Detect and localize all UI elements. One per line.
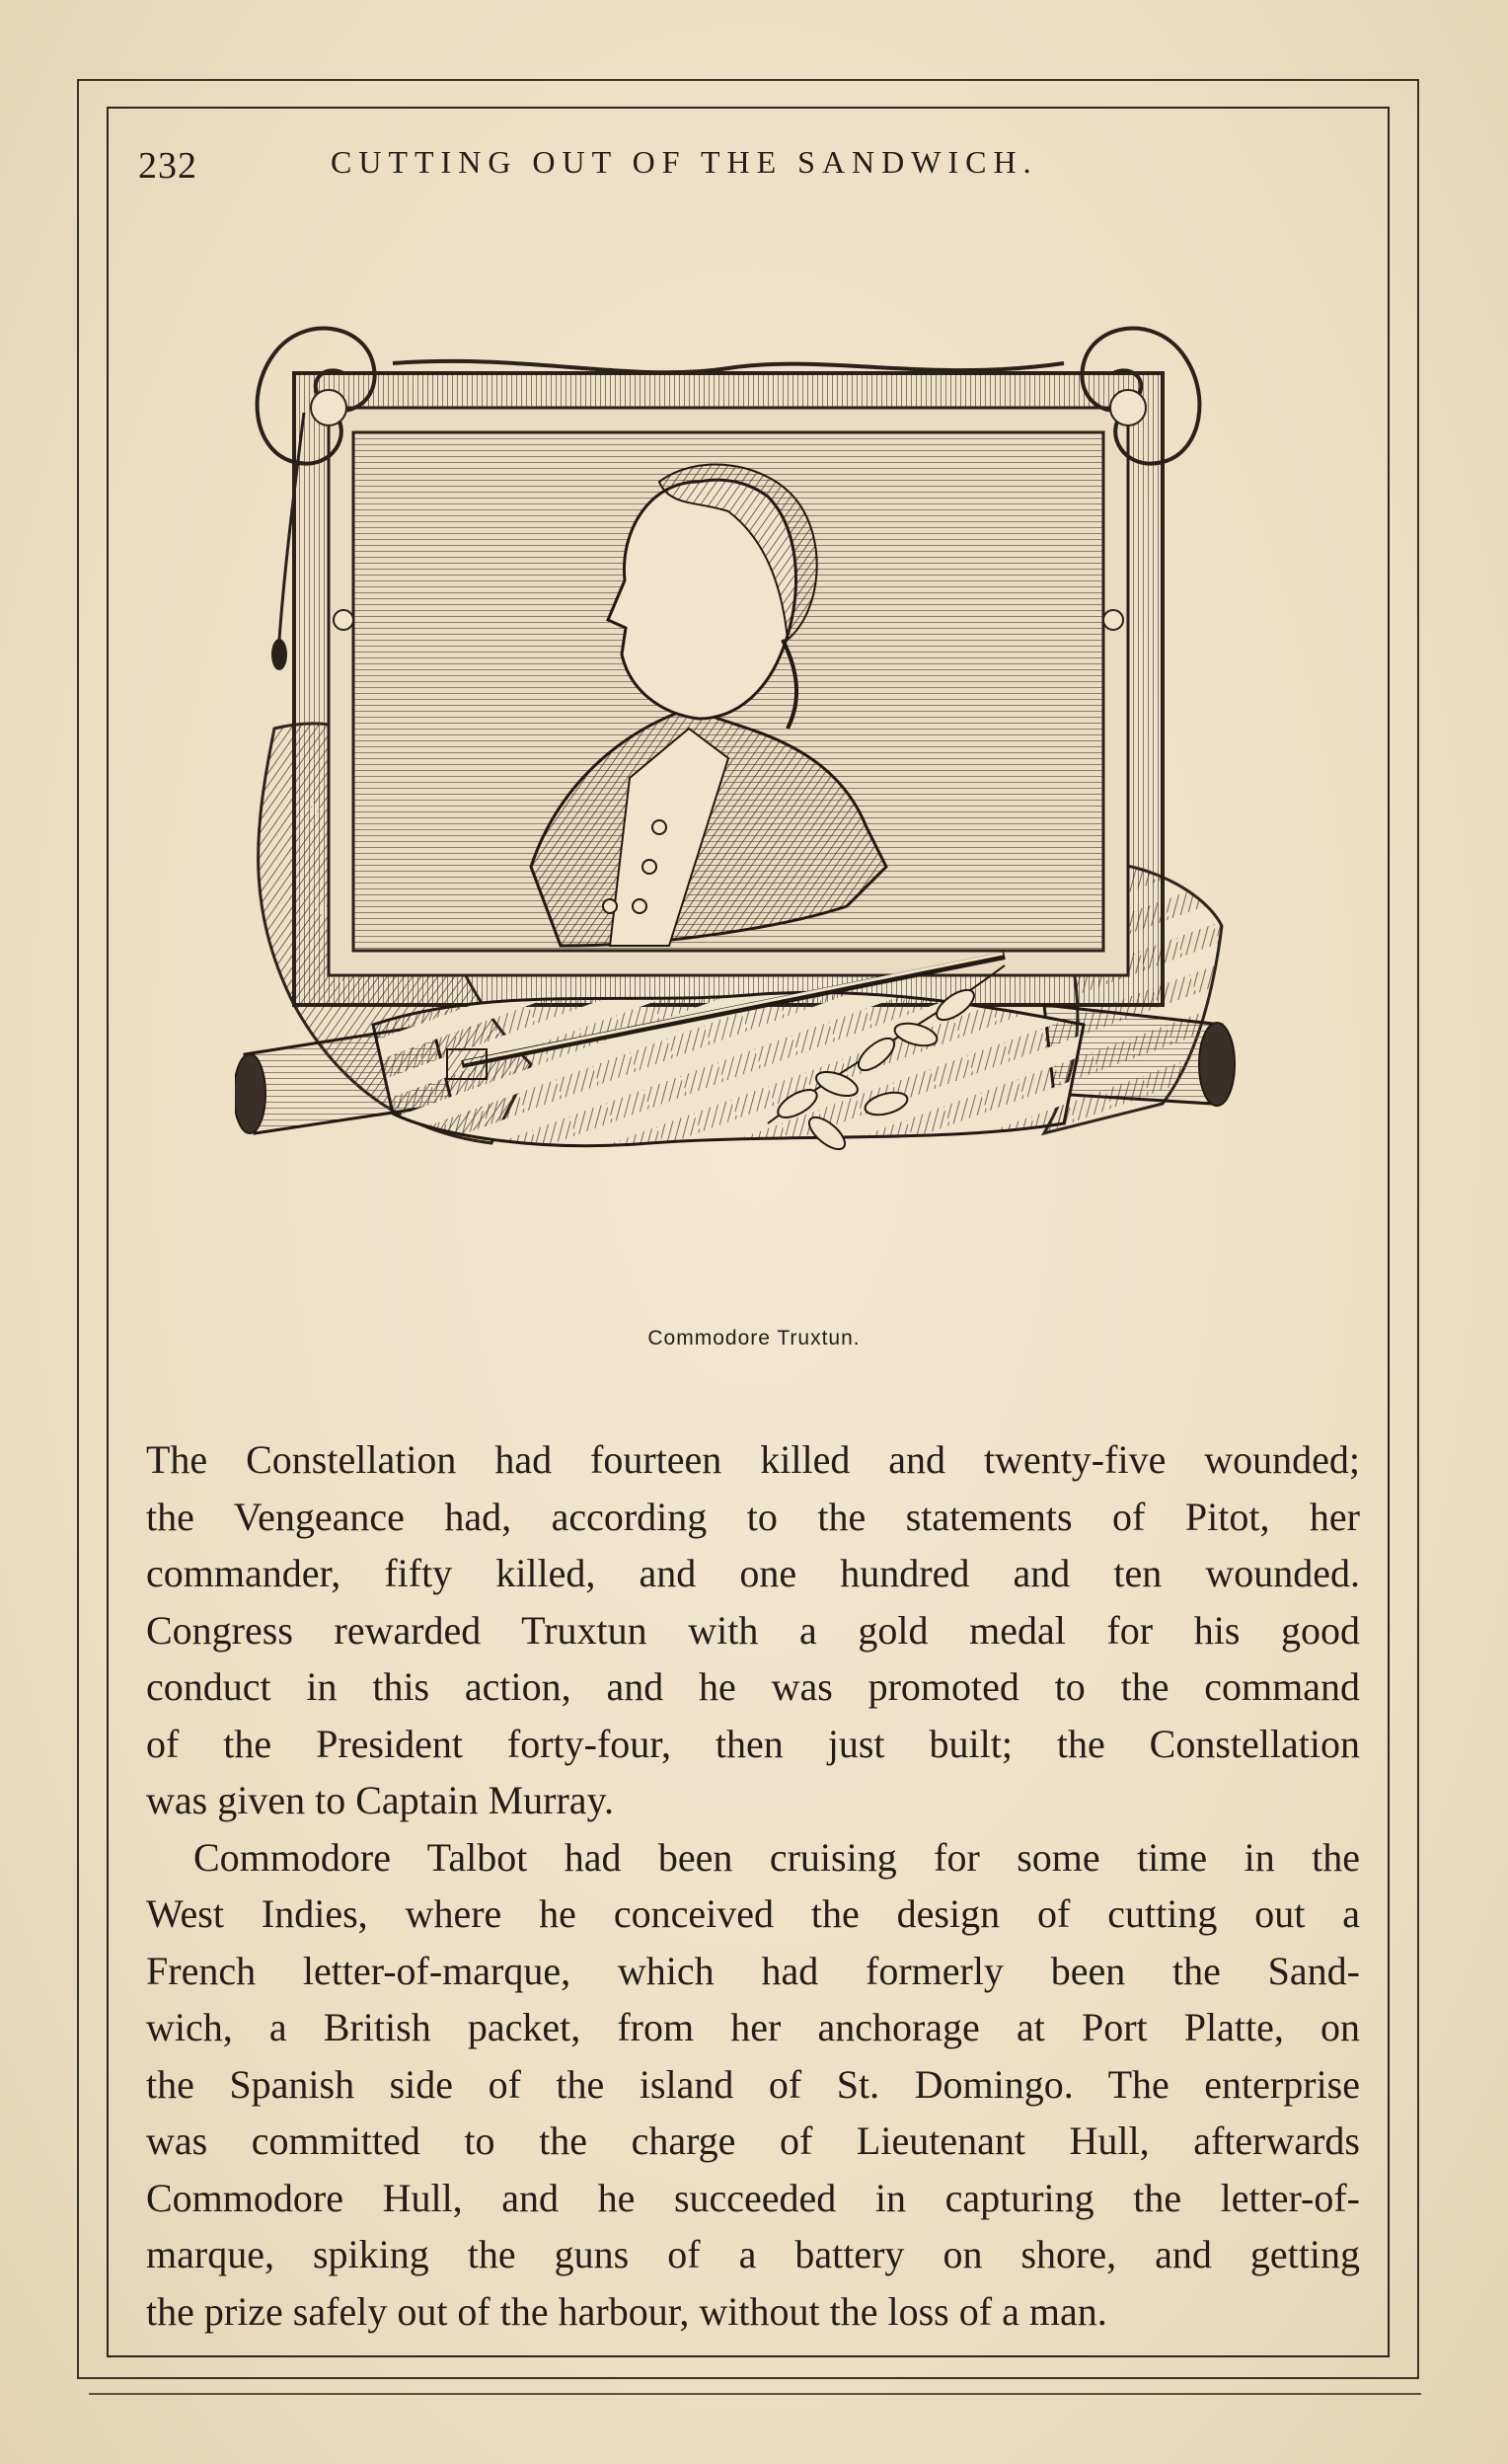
portrait-engraving (235, 314, 1261, 1281)
text-line: the prize safely out of the harbour, without the loss of a man. (146, 2288, 1107, 2334)
text-line: of the President forty-four, then just built; the Constellation (146, 1721, 1360, 1766)
paragraph (146, 1431, 1360, 1829)
text-line: the Vengeance had, according to the statements of Pitot, her (146, 1494, 1360, 1539)
text-line: was given to Captain Murray. (146, 1778, 614, 1822)
paragraph (146, 1829, 1360, 2341)
text-line: Commodore Hull, and he succeeded in capturing the letter-of- (146, 2175, 1360, 2220)
text-line: French letter-of-marque, which had formerly been the Sand- (146, 1948, 1360, 1993)
text-line: conduct in this action, and he was promoted to the command (146, 1664, 1360, 1709)
page-number: 232 (138, 145, 197, 187)
body-text (146, 1431, 1360, 2340)
figure-caption: Commodore Truxtun. (647, 1327, 861, 1349)
text-line: wich, a British packet, from her anchorage at Port Platte, on (146, 2005, 1360, 2049)
text-line: was committed to the charge of Lieutenant Hull, afterwards (146, 2118, 1360, 2163)
text-line: The Constellation had fourteen killed and twenty-five wounded; (146, 1437, 1360, 1482)
text-line: the Spanish side of the island of St. Domingo. The enterprise (146, 2061, 1360, 2107)
text-line: West Indies, where he conceived the design of cutting out a (146, 1891, 1360, 1936)
text-line: Congress rewarded Truxtun with a gold medal for his good (146, 1607, 1360, 1653)
running-head: CUTTING OUT OF THE SANDWICH. (331, 144, 1038, 180)
text-line: marque, spiking the guns of a battery on shore, and getting (146, 2232, 1360, 2276)
bottom-rule (89, 2393, 1421, 2395)
text-line: commander, fifty killed, and one hundred and ten wounded. (146, 1551, 1360, 1595)
text-line: Commodore Talbot had been cruising for some time in the (193, 1834, 1360, 1880)
